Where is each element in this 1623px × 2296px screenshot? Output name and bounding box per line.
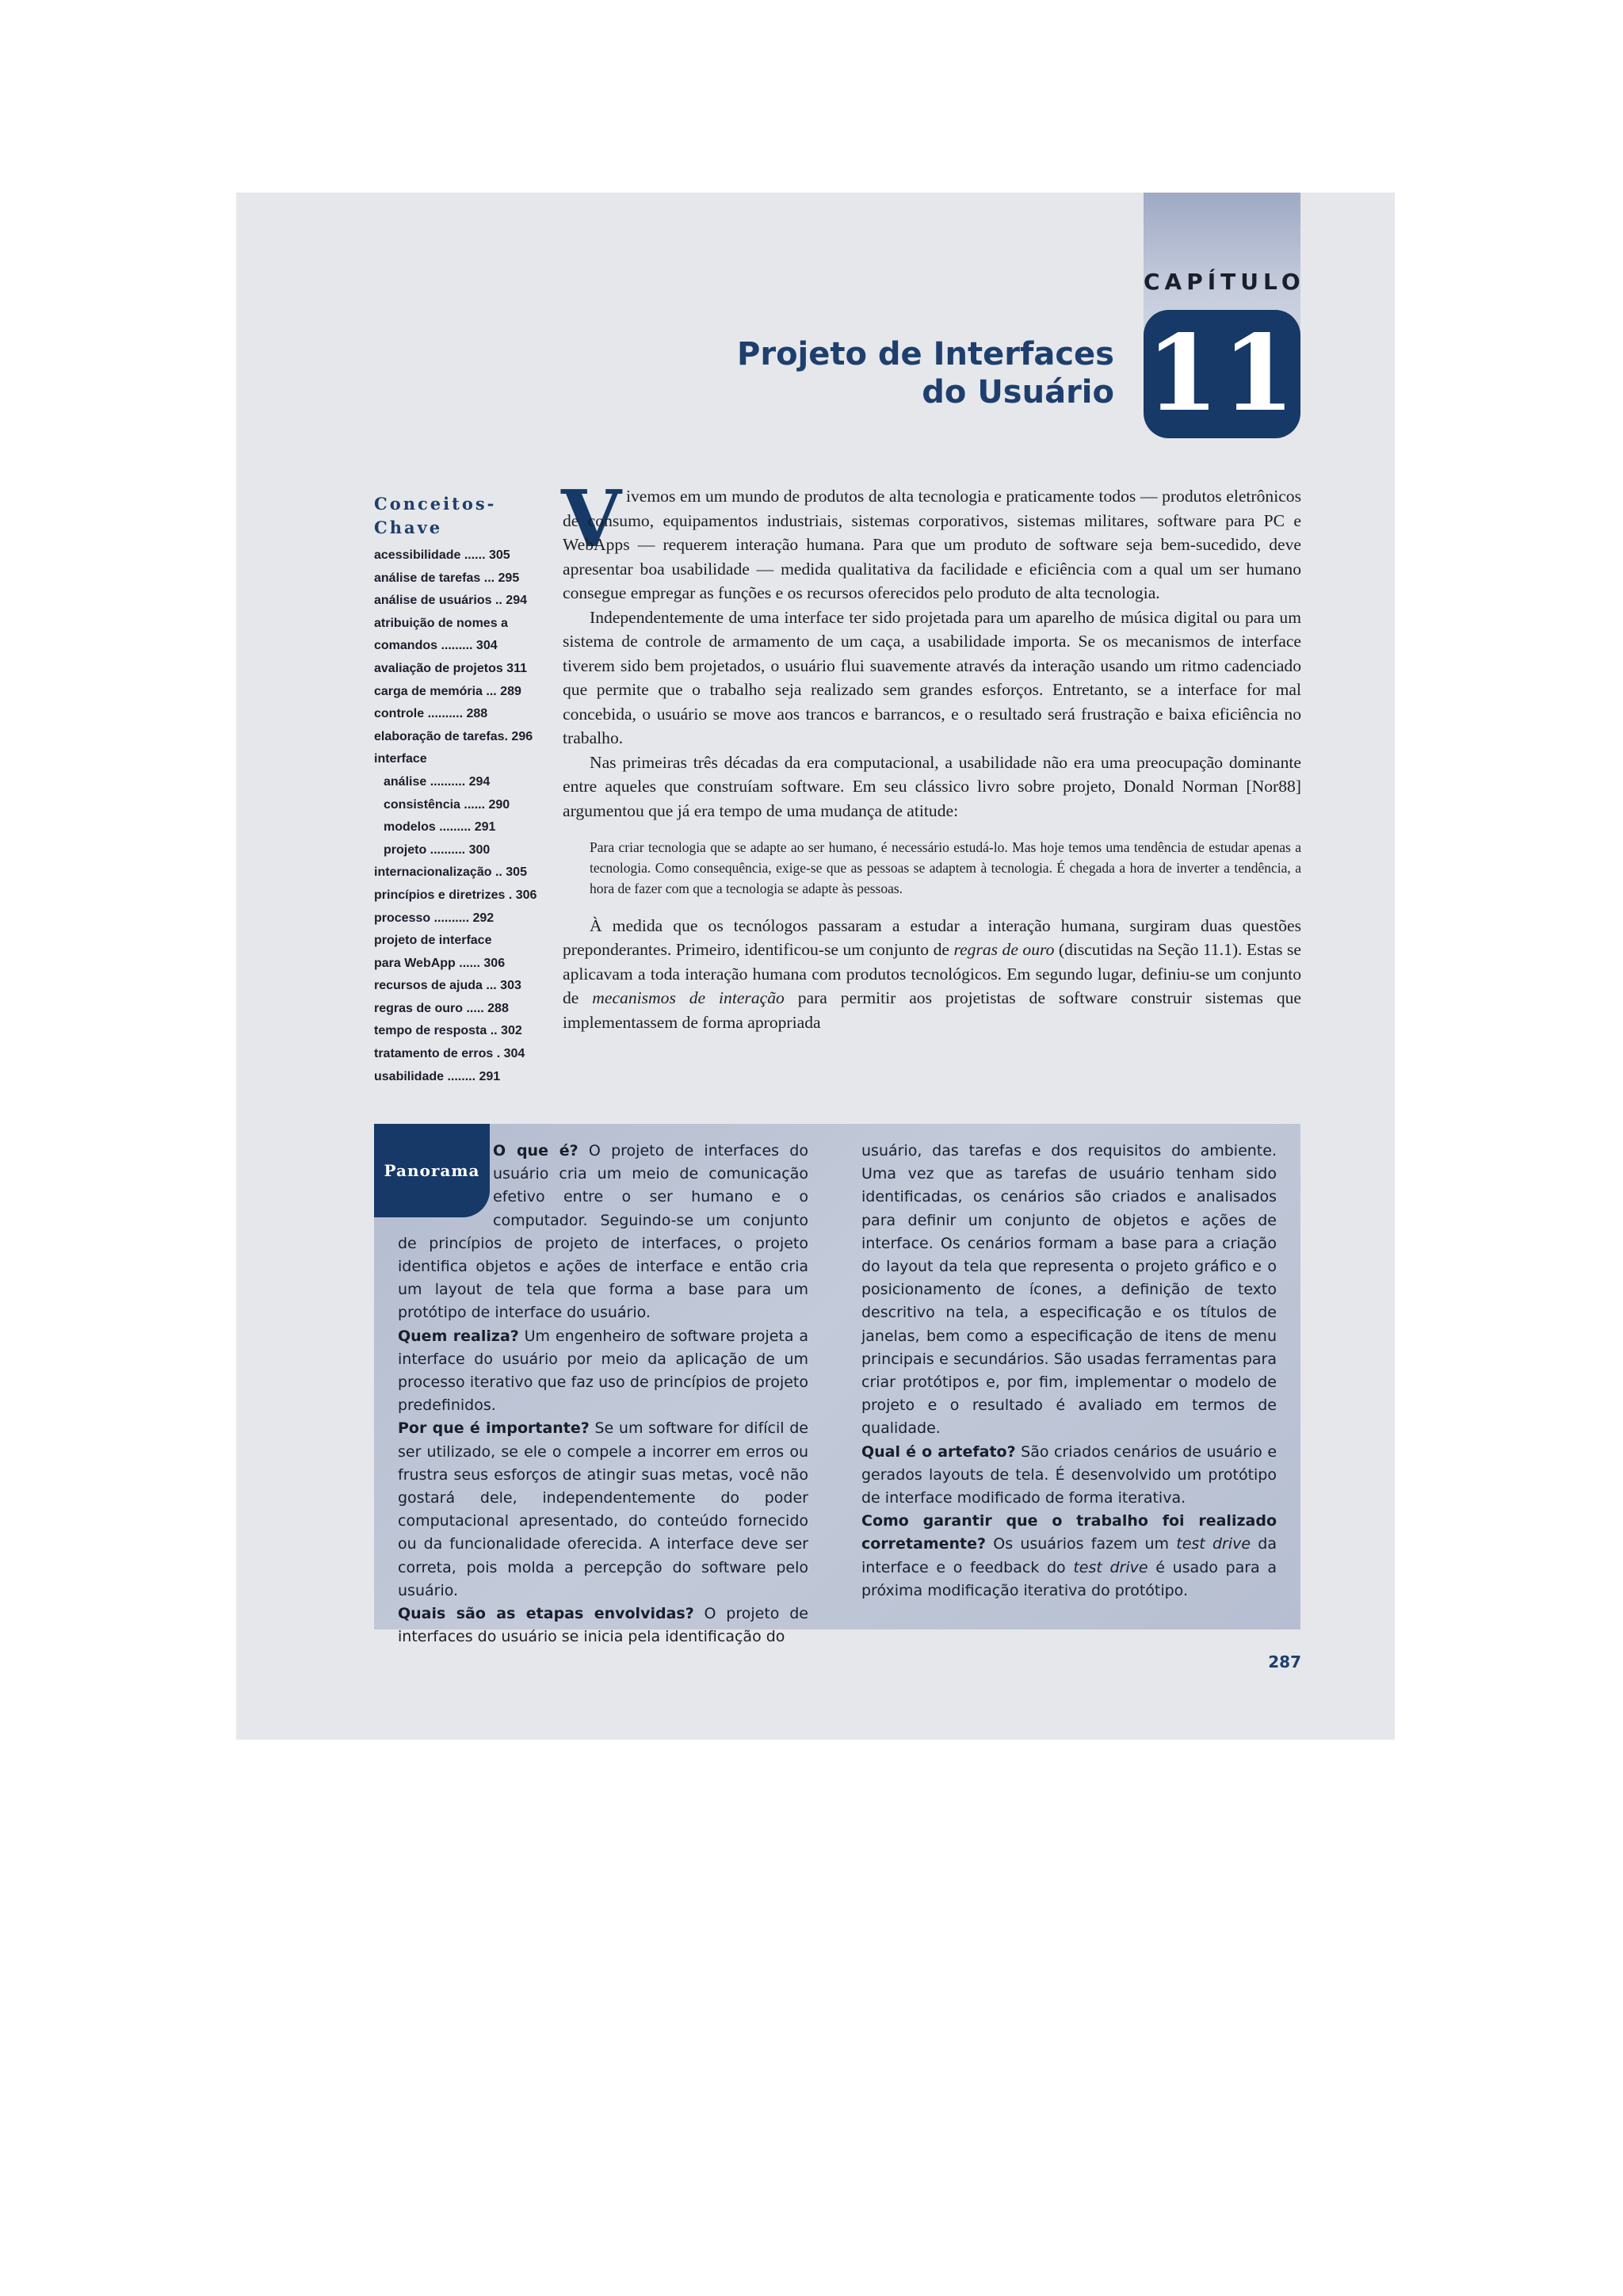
panorama-answer: O projeto de interfaces do usuário se inicia pela identificação do — [398, 1605, 808, 1646]
body-text-span: À medida que os tecnólogos passaram a estudar a interação humana, surgiram duas questões preponderantes. Primeiro, identificou-se um conjunto de — [563, 915, 1301, 960]
key-concept-item: elaboração de tarefas. 296 — [374, 729, 533, 743]
key-concept-item: usabilidade ........ 291 — [374, 1069, 501, 1083]
emphasis-golden-rules: regras de ouro — [953, 940, 1055, 960]
key-concept-item: para WebApp ...... 306 — [374, 956, 506, 970]
panorama-answer: da interface e o feedback do — [861, 1535, 1277, 1576]
key-concepts-sidebar — [374, 492, 548, 1088]
panorama-right-column — [861, 1140, 1277, 1603]
panorama-answer: São criados cenários de usuário e gerados layouts de tela. É desenvolvido um protótipo de interface modificado de forma iterativa. — [861, 1442, 1277, 1507]
key-concept-item: comandos ......... 304 — [374, 639, 498, 653]
key-concept-item: acessibilidade ...... 305 — [374, 548, 510, 562]
panorama-answer: Um engenheiro de software projeta a interface do usuário por meio da aplicação de um processo iterativo que faz uso de princípios de projeto predefinidos. — [398, 1327, 808, 1415]
panorama-item-why — [398, 1417, 808, 1603]
key-concept-item: interface — [374, 752, 427, 766]
block-quote: Para criar tecnologia que se adapte ao ser humano, é necessário estudá-lo. Mas hoje temos uma tendência de estudar apenas a tecnologia. Como consequência, exige-se que as pessoas se adaptem à tecnologia. É chegada a hora de inverter a tendência, a hora de fazer com que a tecnologia se adapte às pessoas. — [590, 839, 1301, 897]
key-concept-subitem: consistência ...... 290 — [384, 797, 510, 812]
key-concept-item: tempo de resposta .. 302 — [374, 1024, 522, 1038]
key-concept-item: princípios e diretrizes . 306 — [374, 888, 537, 902]
key-concept-item: projeto de interface — [374, 934, 492, 948]
panorama-box — [374, 1124, 1300, 1646]
panorama-question: Quem realiza? — [398, 1327, 519, 1345]
page-number: 287 — [1268, 1652, 1301, 1671]
body-text-span: (discutidas na Seção 11.1). Estas se aplicavam a toda interação humana com produtos tecnológicos. Em segundo lugar, definiu-se um conjunto de — [563, 940, 1301, 1008]
panorama-steps-continuation: usuário, das tarefas e dos requisitos do ambiente. Uma vez que as tarefas de usuário tenham sido identificadas, os cenários são criados e analisados para definir um conjunto de objetos e ações de interface. Os cenários formam a base para a criação do layout da tela que representa o projeto gráfico e o posicionamento de ícones, a definição de texto descritivo na tela, a especificação e os títulos de janelas, bem como a especificação de itens de menu principais e secundários. São usadas ferramentas para criar protótipos e, por fim, implementar o modelo de projeto e o resultado é avaliado em termos de qualidade. — [861, 1142, 1277, 1438]
panorama-question: Qual é o artefato? — [861, 1442, 1016, 1461]
key-concept-item: análise de usuários .. 294 — [374, 594, 527, 608]
chapter-title — [737, 335, 1114, 411]
book-page — [236, 193, 1395, 1740]
panorama-question: Quais são as etapas envolvidas? — [398, 1605, 694, 1623]
key-concept-subitem: modelos ......... 291 — [384, 820, 496, 835]
chapter-title-line2: do Usuário — [922, 374, 1114, 411]
panorama-item-who — [398, 1325, 808, 1418]
body-paragraph-4 — [563, 914, 1301, 1035]
key-concept-item: carga de memória ... 289 — [374, 684, 521, 698]
key-concept-item: atribuição de nomes a — [374, 616, 508, 630]
key-concept-item: internacionalização .. 305 — [374, 865, 527, 880]
panorama-question: Como garantir que o trabalho foi realizado corretamente? — [861, 1512, 1277, 1553]
panorama-emphasis: test drive — [1073, 1558, 1148, 1576]
key-concept-item: controle .......... 288 — [374, 707, 488, 721]
panorama-answer: Se um software for difícil de ser utilizado, se ele o compele a incorrer em erros ou frustra seus esforços de atingir suas metas, você não gostará dele, independentemente do poder computacional apresentado, do conteúdo fornecido ou da funcionalidade oferecida. A interface deve ser correta, pois molda a percepção do software pelo usuário. — [398, 1419, 808, 1599]
chapter-label: CAPÍTULO — [1144, 269, 1305, 295]
key-concepts-title: Conceitos-Chave — [374, 494, 497, 537]
body-paragraph-2: Independentemente de uma interface ter sido projetada para um aparelho de música digital ou para um sistema de controle de armamento de um caça, a usabilidade importa. Se os mecanismos de interface tiverem sido bem projetados, o usuário flui suavemente através da interação usando um ritmo cadenciado que permite que o trabalho seja realizado sem grandes esforços. Entretanto, se a interface for mal concebida, o usuário se move aos trancos e barrancos, e o resultado será frustração e baixa eficiência no trabalho. — [563, 607, 1301, 747]
panorama-tag-spacer — [398, 1140, 493, 1232]
body-paragraph-1: ivemos em um mundo de produtos de alta tecnologia e praticamente todos — produtos eletrônicos de consumo, equipamentos industriais, sistemas corporativos, sistemas militares, software para PC e WebApps — requerem interação humana. Para que um produto de software seja bem-sucedido, deve apresentar boa usabilidade — medida qualitativa da facilidade e eficiência com a qual um ser humano consegue empregar as funções e os recursos oferecidos pelo produto de alta tecnologia. — [563, 487, 1301, 602]
key-concept-subitem: análise .......... 294 — [384, 774, 491, 789]
panorama-left-column — [398, 1140, 808, 1648]
panorama-answer: O projeto de interfaces do usuário cria um meio de comunicação efetivo entre o ser humano e o computador. Seguindo-se um conjunto de princípios de projeto de interfaces, o projeto identifica objetos e ações de interface e então cria um layout de tela que forma a base para um protótipo de interface do usuário. — [398, 1142, 808, 1322]
key-concept-item: recursos de ajuda ... 303 — [374, 979, 521, 993]
panorama-answer: Os usuários fazem um — [986, 1535, 1177, 1553]
key-concept-subitem: projeto .......... 300 — [384, 842, 491, 857]
key-concept-item: tratamento de erros . 304 — [374, 1047, 525, 1061]
panorama-emphasis: test drive — [1176, 1535, 1251, 1553]
emphasis-interaction-mechanisms: mecanismos de interação — [592, 988, 785, 1008]
key-concept-item: avaliação de projetos 311 — [374, 661, 527, 675]
body-paragraph-3: Nas primeiras três décadas da era computacional, a usabilidade não era uma preocupação dominante entre aqueles que construíam software. Em seu clássico livro sobre projeto, Donald Norman [Nor88] argumentou que já era tempo de uma mudança de atitude: — [563, 752, 1301, 820]
panorama-question: O que é? — [493, 1142, 579, 1159]
chapter-title-line1: Projeto de Interfaces — [737, 336, 1114, 372]
body-text — [561, 474, 1301, 1034]
key-concepts-list — [374, 544, 548, 1088]
panorama-question: Por que é importante? — [398, 1419, 590, 1438]
key-concept-item: regras de ouro ..... 288 — [374, 1001, 509, 1015]
drop-cap: V — [561, 474, 622, 565]
body-text-span: para permitir aos projetistas de software construir sistemas que implementassem de forma apropriada — [563, 988, 1301, 1032]
panorama-item-verify — [861, 1510, 1277, 1603]
key-concept-item: processo .......... 292 — [374, 911, 495, 925]
key-concept-item: análise de tarefas ... 295 — [374, 571, 520, 585]
panorama-item-artifact — [861, 1441, 1277, 1511]
panorama-answer: é usado para a próxima modificação iterativa do protótipo. — [861, 1558, 1277, 1599]
chapter-number: 11 — [1144, 310, 1300, 438]
panorama-item-steps — [398, 1603, 808, 1648]
panorama-tag: Panorama — [374, 1124, 490, 1217]
